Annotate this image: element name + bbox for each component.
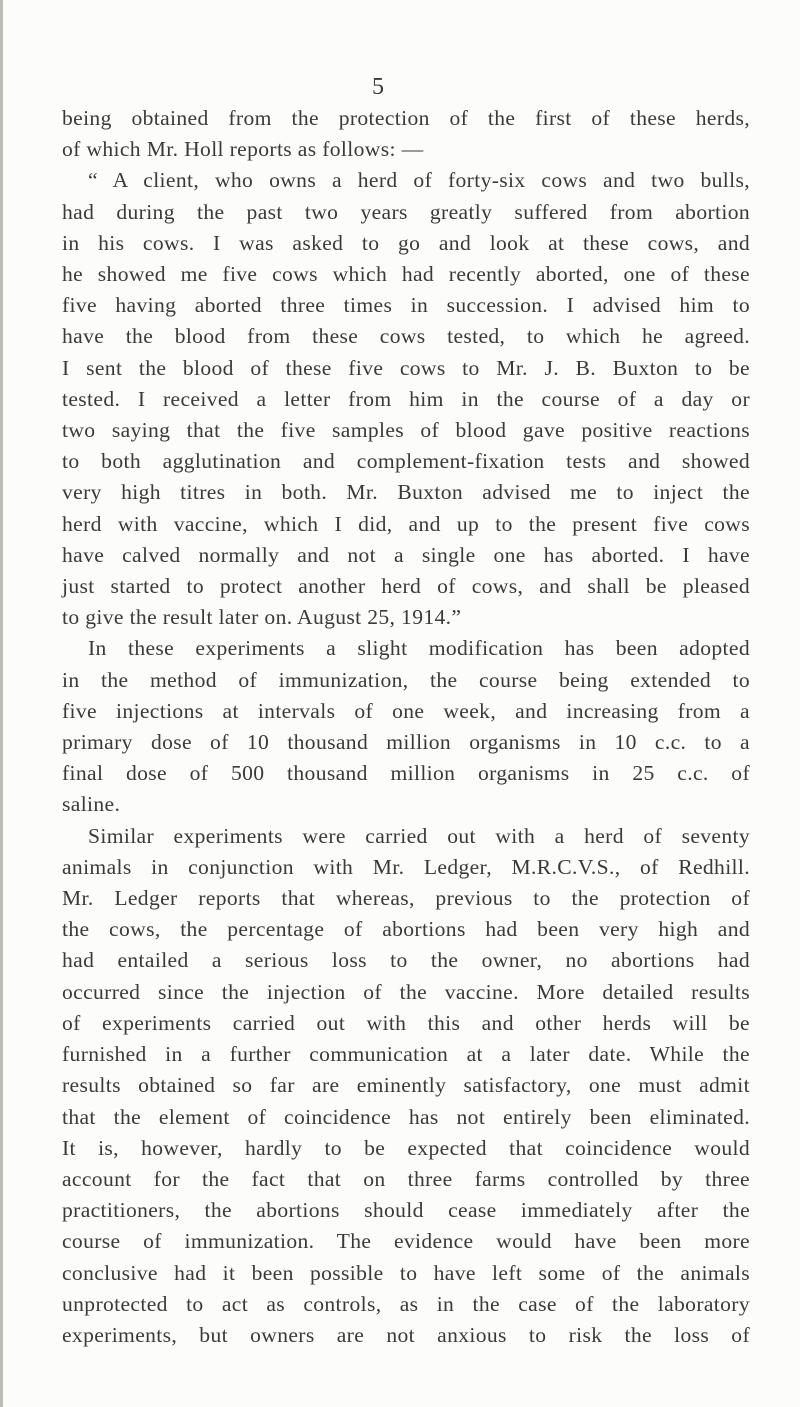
text-line: primary dose of 10 thousand million organisms in 10 c.c. to a xyxy=(62,730,750,755)
text-line: have calved normally and not a single one has aborted. I have xyxy=(62,542,750,567)
text-line: I sent the blood of these five cows to Mr. J. B. Buxton to be xyxy=(62,355,750,380)
text-line: course of immunization. The evidence would have been more xyxy=(62,1229,750,1254)
text-line: two saying that the five samples of blood gave positive reactions xyxy=(62,418,750,443)
text-line: of which Mr. Holl reports as follows: — xyxy=(62,137,424,162)
body-text xyxy=(62,103,750,1351)
text-line: “ A client, who owns a herd of forty-six cows and two bulls, xyxy=(88,168,750,193)
text-line: animals in conjunction with Mr. Ledger, M.R.C.V.S., of Redhill. xyxy=(62,854,750,879)
text-line: experiments, but owners are not anxious to risk the loss of xyxy=(62,1322,750,1347)
text-line: had during the past two years greatly suffered from abortion xyxy=(62,199,750,224)
text-line: of experiments carried out with this and other herds will be xyxy=(62,1010,750,1035)
text-line: that the element of coincidence has not entirely been eliminated. xyxy=(62,1104,750,1129)
text-line: to both agglutination and complement-fixation tests and showed xyxy=(62,449,750,474)
text-line: In these experiments a slight modification has been adopted xyxy=(88,636,750,661)
page-number: 5 xyxy=(372,74,384,100)
text-line: results obtained so far are eminently satisfactory, one must admit xyxy=(62,1073,750,1098)
text-line: to give the result later on. August 25, 1914.” xyxy=(62,605,462,630)
text-line: Mr. Ledger reports that whereas, previous to the protection of xyxy=(62,886,750,911)
text-line: saline. xyxy=(62,792,121,817)
text-line: tested. I received a letter from him in the course of a day or xyxy=(62,386,750,411)
text-line: conclusive had it been possible to have left some of the animals xyxy=(62,1260,750,1285)
text-line: final dose of 500 thousand million organisms in 25 c.c. of xyxy=(62,761,750,786)
text-line: he showed me five cows which had recently aborted, one of these xyxy=(62,262,750,287)
text-line: herd with vaccine, which I did, and up to the present five cows xyxy=(62,511,750,536)
text-line: in the method of immunization, the course being extended to xyxy=(62,667,750,692)
text-line: the cows, the percentage of abortions had been very high and xyxy=(62,917,750,942)
scan-edge xyxy=(0,0,3,1407)
text-line: occurred since the injection of the vaccine. More detailed results xyxy=(62,979,750,1004)
text-line: unprotected to act as controls, as in the case of the laboratory xyxy=(62,1291,750,1316)
text-line: had entailed a serious loss to the owner, no abortions had xyxy=(62,948,750,973)
text-line: being obtained from the protection of the first of these herds, xyxy=(62,106,750,130)
text-line: It is, however, hardly to be expected that coincidence would xyxy=(62,1135,750,1160)
text-line: five injections at intervals of one week, and increasing from a xyxy=(62,698,750,723)
text-line: five having aborted three times in succession. I advised him to xyxy=(62,293,750,318)
text-line: Similar experiments were carried out with a herd of seventy xyxy=(88,823,750,848)
text-line: furnished in a further communication at a later date. While the xyxy=(62,1042,750,1067)
text-line: practitioners, the abortions should cease immediately after the xyxy=(62,1198,750,1223)
text-line: in his cows. I was asked to go and look at these cows, and xyxy=(62,230,750,255)
text-line: very high titres in both. Mr. Buxton advised me to inject the xyxy=(62,480,750,505)
text-line: account for the fact that on three farms controlled by three xyxy=(62,1166,750,1191)
text-line: just started to protect another herd of cows, and shall be pleased xyxy=(62,574,750,599)
text-line: have the blood from these cows tested, to which he agreed. xyxy=(62,324,750,349)
